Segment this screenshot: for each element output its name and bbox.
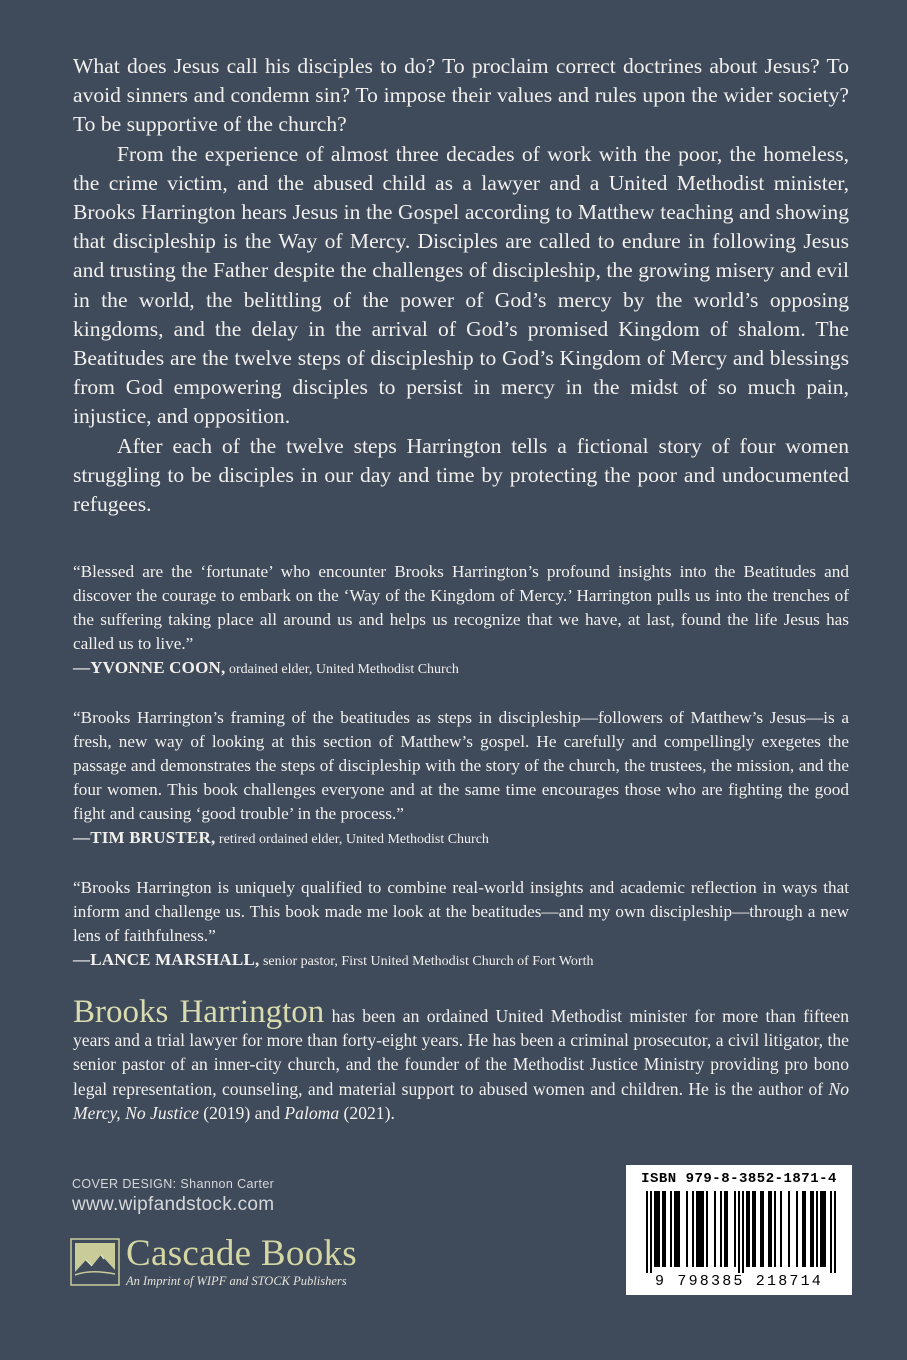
barcode-bar <box>820 1191 822 1267</box>
barcode-bar <box>824 1191 826 1267</box>
author-bio <box>73 994 850 1125</box>
barcode-bar <box>834 1191 836 1273</box>
barcode-bar <box>810 1191 812 1267</box>
barcode-bar <box>760 1191 762 1267</box>
endorsement-attribution <box>73 948 849 974</box>
endorsement-3 <box>73 876 849 974</box>
barcode-digits: 9 798385 218714 <box>654 1273 824 1290</box>
barcode-bar <box>678 1191 680 1267</box>
barcode-bar <box>748 1191 750 1267</box>
barcode-bar <box>780 1191 782 1267</box>
barcode-bar <box>696 1191 698 1267</box>
cover-design-credit: COVER DESIGN: Shannon Carter <box>72 1177 275 1191</box>
barcode-bar <box>822 1191 824 1267</box>
barcode-bar <box>738 1191 740 1273</box>
barcode-bar <box>726 1191 728 1267</box>
barcode-bar <box>768 1191 770 1267</box>
endorser-role: senior pastor, First United Methodist Church of Fort Worth <box>259 954 594 969</box>
publisher-imprint: An Imprint of WIPF and STOCK Publishers <box>126 1274 347 1288</box>
barcode-bar <box>752 1191 754 1267</box>
blurb-paragraph-3: After each of the twelve steps Harrington tells a fictional story of four women struggling to be disciples in our day and time by protecting the poor and undocumented refugees. <box>73 433 849 517</box>
barcode-bar <box>674 1191 676 1267</box>
credits <box>72 1177 274 1216</box>
barcode-bar <box>670 1191 672 1267</box>
barcode-bar <box>676 1191 678 1267</box>
publisher-logo <box>70 1233 400 1296</box>
blurb-paragraph-2: From the experience of almost three decades of work with the poor, the homeless, the crime victim, and the abused child as a lawyer and a United Methodist minister, Brooks Harrington hears Jesus in the Gospel according to Matthew teaching and showing that discipleship is the Way of Mercy. Disciples are called to endure in following Jesus and trusting the Father despite the challenges of discipleship, the growing misery and evil in the world, the belittling of the power of God’s mercy by the world’s opposing kingdoms, and the delay in the arrival of God’s promised Kingdom of shalom. The Beatitudes are the twelve steps of discipleship to God’s Kingdom of Mercy and blessings from God empowering disciples to persist in mercy in the midst of so much pain, injustice, and opposition. <box>73 141 849 429</box>
author-name: Brooks Harrington <box>73 994 325 1030</box>
bio-text-2: (2019) and <box>198 1102 285 1123</box>
barcode-bar <box>724 1191 726 1267</box>
barcode-bar <box>706 1191 708 1267</box>
endorsement-attribution <box>73 826 849 852</box>
barcode-bar <box>734 1191 736 1267</box>
barcode-bar <box>700 1191 702 1267</box>
barcode-bar <box>762 1191 764 1267</box>
blurb-paragraph-1: What does Jesus call his disciples to do? To proclaim correct doctrines about Jesus? To avoid sinners and condemn sin? To impose their values and rules upon the wider society? To be supportive of the church? <box>73 54 849 137</box>
barcode-bar <box>714 1191 716 1267</box>
publisher-name: Cascade Books <box>126 1233 357 1274</box>
barcode-bar <box>654 1191 656 1267</box>
endorser-name: —LANCE MARSHALL, <box>73 950 260 969</box>
barcode-bar <box>788 1191 790 1267</box>
barcode-bar <box>742 1191 744 1273</box>
book-title-2: Paloma <box>284 1102 340 1123</box>
barcode-bar <box>720 1191 722 1267</box>
isbn-label: ISBN 979-8-3852-1871-4 <box>641 1171 837 1187</box>
bio-text-3: (2021). <box>339 1102 395 1123</box>
endorser-name: —TIM BRUSTER, <box>73 828 216 847</box>
isbn-barcode <box>626 1165 852 1295</box>
publisher-website: www.wipfandstock.com <box>72 1194 275 1215</box>
endorser-name: —YVONNE COON, <box>73 658 226 677</box>
barcode-bar <box>802 1191 804 1267</box>
barcode-bar <box>754 1191 756 1267</box>
bio-text-1: has been an ordained United Methodist minister for more than fifteen years and a trial lawyer for more than forty-eight years. He has been a criminal prosecutor, a civil litigator, the senior pastor of an inner-city church, and the founder of the Methodist Justice Ministry providing pro bono legal representation, counseling, and material support to abused women and children. He is the author of <box>73 1006 850 1099</box>
barcode-bar <box>702 1191 704 1267</box>
book-title-1: No Mercy, No Justice <box>73 1078 849 1123</box>
barcode-bars <box>634 1191 844 1273</box>
barcode-bar <box>692 1191 694 1267</box>
endorser-role: ordained elder, United Methodist Church <box>225 662 459 677</box>
barcode-bar <box>686 1191 688 1267</box>
barcode-bar <box>698 1191 700 1267</box>
barcode-bar <box>646 1191 648 1273</box>
barcode-bar <box>662 1191 664 1267</box>
endorsement-text: “Blessed are the ‘fortunate’ who encounter Brooks Harrington’s profound insights into the Beatitudes and discover the courage to embark on the ‘Way of the Kingdom of Mercy.’ Harrington pulls us into the trenches of the suffering taking place all around us and helps us recognize that we have, at last, found the life Jesus has called us to live.” <box>73 562 849 653</box>
barcode-bar <box>658 1191 660 1267</box>
barcode-bar <box>830 1191 832 1273</box>
endorsement-2 <box>73 706 849 852</box>
endorsements <box>73 560 849 998</box>
endorsement-1 <box>73 560 849 682</box>
endorsement-text: “Brooks Harrington’s framing of the beatitudes as steps in discipleship—followers of Matthew’s Jesus—is a fresh, new way of looking at this section of Matthew’s gospel. He carefully and compellingly exegetes the passage and demonstrates the steps of discipleship with the story of the church, the trustees, the mission, and the four women. This book challenges everyone and at the same time encourages those who are fighting the good fight and causing ‘good trouble’ in the process.” <box>73 708 849 823</box>
back-cover-blurb <box>73 52 849 519</box>
barcode-bar <box>746 1191 748 1267</box>
endorsement-text: “Brooks Harrington is uniquely qualified to combine real-world insights and academic reflection in ways that inform and challenge us. This book made me look at the beatitudes—and my own discipleship—through a new lens of faithfulness.” <box>73 878 849 945</box>
barcode-bar <box>664 1191 666 1267</box>
endorser-role: retired ordained elder, United Methodist Church <box>215 832 489 847</box>
barcode-bar <box>804 1191 806 1267</box>
barcode-bar <box>774 1191 776 1267</box>
barcode-bar <box>816 1191 818 1267</box>
barcode-bar <box>796 1191 798 1267</box>
barcode-bar <box>770 1191 772 1267</box>
mountain-logo-icon <box>70 1238 120 1286</box>
barcode-bar <box>650 1191 652 1273</box>
endorsement-attribution <box>73 656 849 682</box>
barcode-bar <box>656 1191 658 1267</box>
barcode-bar <box>812 1191 814 1267</box>
